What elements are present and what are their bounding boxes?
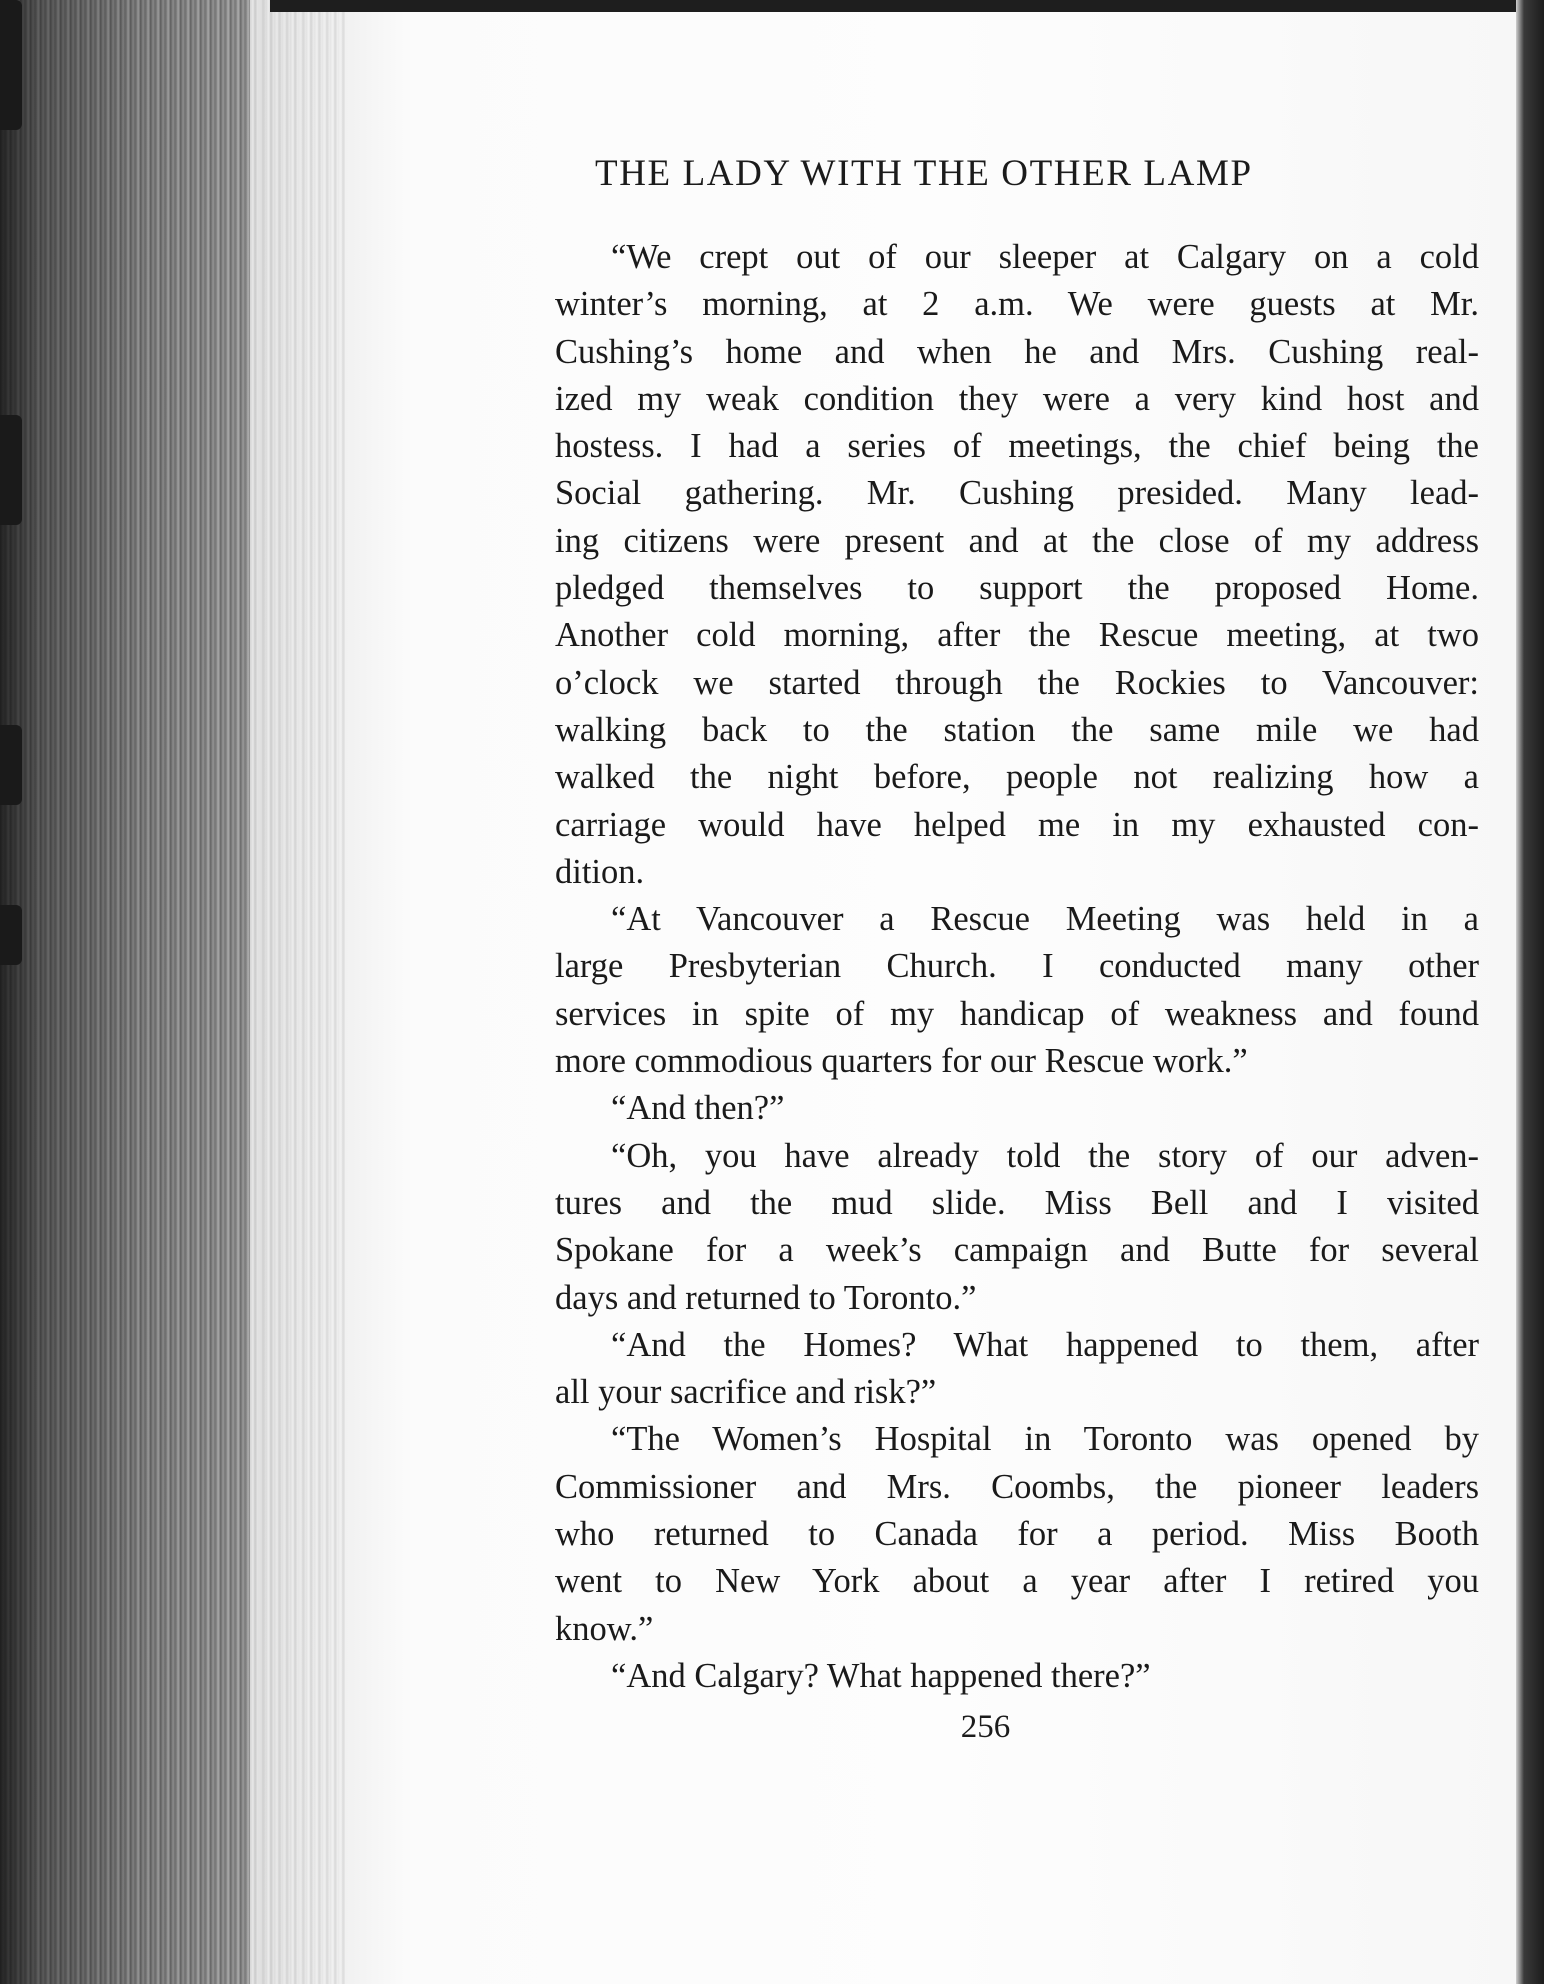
text-line: “The Women’s Hospital in Toronto was opened by xyxy=(611,1420,1479,1459)
text-line: “And Calgary? What happened there?” xyxy=(611,1656,1151,1695)
text-line: “And then?” xyxy=(611,1089,785,1128)
text-line: services in spite of my handicap of weakness and found xyxy=(555,994,1479,1033)
text-line: “We crept out of our sleeper at Calgary on a cold xyxy=(611,238,1479,276)
text-line: Commissioner and Mrs. Coombs, the pioneer leaders xyxy=(555,1467,1479,1506)
text-line: walked the night before, people not realizing how a xyxy=(555,758,1479,797)
text-line: Social gathering. Mr. Cushing presided. Many lead- xyxy=(555,474,1479,513)
text-line: winter’s morning, at 2 a.m. We were guests at Mr. xyxy=(555,285,1479,324)
text-line: “And the Homes? What happened to them, after xyxy=(611,1325,1479,1364)
page-tab-mark xyxy=(0,905,22,965)
text-line: large Presbyterian Church. I conducted many other xyxy=(555,947,1479,986)
page-tab-mark xyxy=(0,0,22,130)
text-line: more commodious quarters for our Rescue work.” xyxy=(555,1042,1248,1081)
text-line: “At Vancouver a Rescue Meeting was held in a xyxy=(611,900,1479,939)
text-line: know.” xyxy=(555,1609,654,1648)
text-line: all your sacrifice and risk?” xyxy=(555,1373,937,1412)
body-text xyxy=(555,234,1479,1700)
running-header: THE LADY WITH THE OTHER LAMP xyxy=(595,153,1253,194)
text-line: Another cold morning, after the Rescue meeting, at two xyxy=(555,616,1479,655)
text-line: Spokane for a week’s campaign and Butte for several xyxy=(555,1231,1479,1270)
text-line: ing citizens were present and at the close of my address xyxy=(555,521,1479,560)
text-line: Cushing’s home and when he and Mrs. Cushing real- xyxy=(555,332,1479,371)
text-line: hostess. I had a series of meetings, the chief being the xyxy=(555,427,1479,466)
text-line: dition. xyxy=(555,852,645,891)
text-line: ized my weak condition they were a very kind host and xyxy=(555,379,1479,418)
page-number: 256 xyxy=(960,1709,1011,1745)
text-line: walking back to the station the same mile we had xyxy=(555,710,1479,749)
text-line: pledged themselves to support the proposed Home. xyxy=(555,569,1479,608)
text-line: went to New York about a year after I retired you xyxy=(555,1562,1479,1601)
text-line: o’clock we started through the Rockies to Vancouver: xyxy=(555,663,1479,702)
scan-top-border xyxy=(270,0,1544,12)
text-line: carriage would have helped me in my exhausted con- xyxy=(555,805,1479,844)
text-line: who returned to Canada for a period. Miss Booth xyxy=(555,1515,1479,1554)
text-line: days and returned to Toronto.” xyxy=(555,1278,977,1317)
text-line: tures and the mud slide. Miss Bell and I visited xyxy=(555,1183,1479,1222)
page-tab-mark xyxy=(0,725,22,805)
book-page-edges xyxy=(0,0,345,1984)
page-tab-mark xyxy=(0,415,22,525)
book-page xyxy=(345,12,1516,1984)
scan-right-border xyxy=(1516,0,1544,1984)
text-line: “Oh, you have already told the story of our adven- xyxy=(611,1136,1479,1175)
